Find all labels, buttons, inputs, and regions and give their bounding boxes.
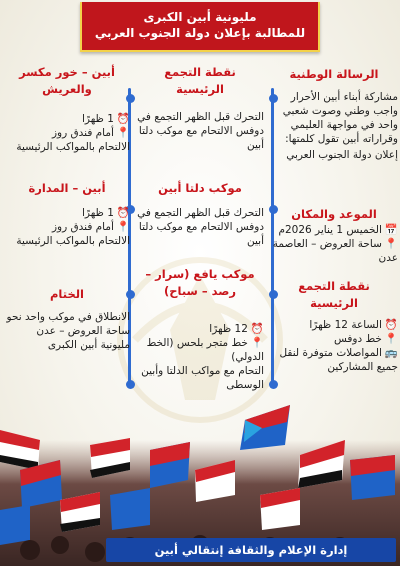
- timeline-dot: [269, 380, 278, 389]
- footer-credit: إدارة الإعلام والثقافة إنتقالي أبين: [106, 538, 396, 562]
- national-message-call: إعلان دولة الجنوب العربي: [286, 149, 398, 161]
- heading-national-message: الرسالة الوطنية: [289, 67, 379, 81]
- timeline-dot: [126, 380, 135, 389]
- heading-madara: أبين – المدارة: [28, 181, 106, 195]
- khormaksar-time: 1 ظهرًا: [81, 113, 114, 125]
- heading-khormaksar: أبين – خور مكسر: [19, 65, 115, 79]
- closing-text: الانطلاق في موكب واحد نحو ساحة العروض – عدن مليونية أبين الكبرى: [6, 311, 130, 351]
- heading-delta-convoy: موكب دلتا أبين: [158, 181, 242, 195]
- assembly-point-text: التحرك قبل الظهر التجمع في دوفس الالتحام مع موكب دلتا أبين: [137, 111, 264, 151]
- heading-assembly-point-sub: الرئيسية: [176, 82, 224, 96]
- clock-icon: ⏰: [116, 207, 130, 219]
- heading-assembly-point: نقطة التجمع: [164, 65, 236, 79]
- heading-date-place: الموعد والمكان: [291, 207, 377, 221]
- assembly-time: الساعة 12 ظهرًا: [309, 319, 382, 331]
- pin-icon: 📍: [384, 238, 398, 250]
- madara-time: 1 ظهرًا: [81, 207, 114, 219]
- khormaksar-join: الالتحام بالمواكب الرئيسية: [16, 141, 130, 153]
- pin-icon: 📍: [384, 333, 398, 345]
- pin-icon: 📍: [116, 221, 130, 233]
- calendar-icon: 📅: [384, 224, 398, 236]
- yafa-time: 12 ظهرًا: [209, 323, 248, 335]
- heading-yafa-convoy-2: رصد – سباح): [164, 284, 236, 298]
- transport-note: المواصلات متوفرة لنقل جميع المشاركين: [279, 347, 398, 373]
- title-line-1: مليونية أبين الكبرى: [143, 10, 257, 24]
- heading-closing: الختام: [50, 287, 84, 301]
- bus-icon: 🚌: [384, 347, 398, 359]
- pin-icon: 📍: [116, 127, 130, 139]
- yafa-join-text: التحام مع مواكب الدلتا وأبين الوسطى: [141, 365, 264, 391]
- national-message-text: مشاركة أبناء أبين الأحرار واجب وطني وصوت شعبي واحد في مواجهة العليمي وقراراته أبين تقول كلمتها:: [282, 91, 398, 145]
- pin-icon: 📍: [250, 337, 264, 349]
- clock-icon: ⏰: [384, 319, 398, 331]
- clock-icon: ⏰: [116, 113, 130, 125]
- heading-khormaksar-sub: والعريش: [42, 82, 92, 96]
- event-date: الخميس 1 يناير 2026م: [278, 224, 382, 236]
- delta-convoy-text: التحرك قبل الظهر التجمع في دوفس الالتحام مع موكب دلتا أبين: [137, 207, 264, 247]
- title-line-2: للمطالبة بإعلان دولة الجنوب العربي: [94, 26, 306, 40]
- yafa-location: خط متجر بلحس (الخط الدولي): [146, 337, 264, 363]
- heading-main-assembly: نقطة التجمع: [298, 279, 370, 293]
- madara-location: أمام فندق روز: [51, 221, 114, 233]
- khormaksar-location: أمام فندق روز: [51, 127, 114, 139]
- madara-join: الالتحام بالمواكب الرئيسية: [16, 235, 130, 247]
- heading-yafa-convoy: موكب يافع (سرار –: [145, 267, 255, 281]
- heading-main-assembly-sub: الرئيسية: [310, 296, 358, 310]
- assembly-location: خط دوفس: [333, 333, 382, 345]
- event-place: ساحة العروض – العاصمة عدن: [272, 238, 398, 264]
- clock-icon: ⏰: [250, 323, 264, 335]
- title-banner: [80, 2, 320, 52]
